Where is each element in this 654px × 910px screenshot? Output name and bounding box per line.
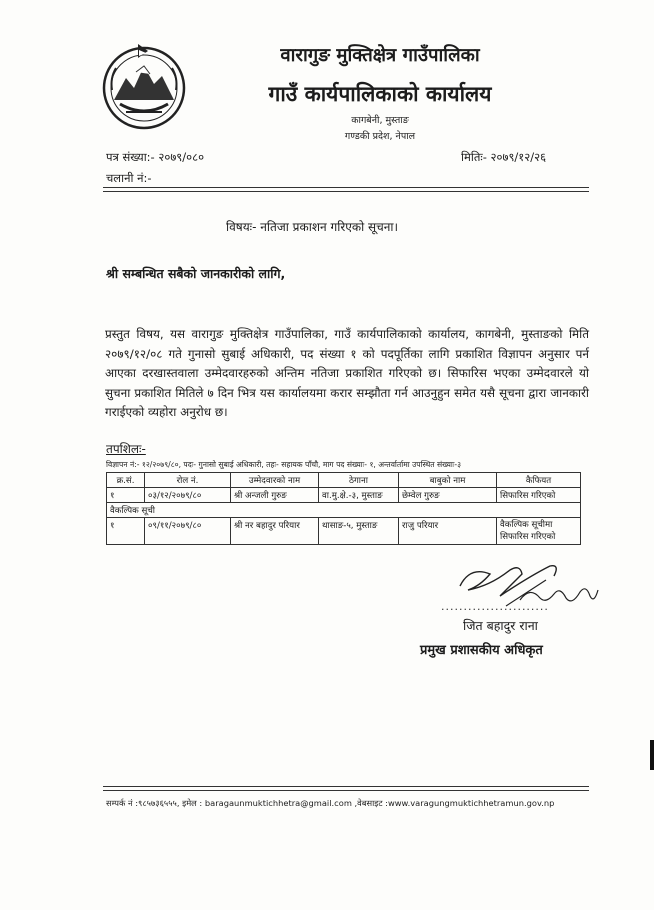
address-line-1: कागबेनी, मुस्ताङ [351, 115, 409, 126]
footer-contact: सम्पर्क नं :९८५७३६५५५, इमेल : baragaunmuktichhetra@gmail.com ,वेबसाइट :www.varagungmuktichhetramun.gov.np [106, 798, 555, 808]
table-cell: १ [107, 518, 145, 545]
table-cell: १ [107, 488, 145, 503]
alternate-list-row [107, 503, 581, 518]
nepal-emblem-icon [96, 38, 192, 134]
table-row [107, 488, 581, 503]
table-cell: वैकल्पिक सूचीमा सिफारिस गरिएको [497, 518, 581, 545]
header-divider [103, 187, 589, 188]
table-cell: ०३/१२/२०७९/८० [145, 488, 231, 503]
header-divider-2 [103, 191, 589, 192]
results-table [106, 472, 581, 545]
reference-number: पत्र संख्या:- २०७९/०८० [106, 150, 205, 164]
signature-line: ........................ [441, 600, 549, 613]
header-cell: क्र.सं. [107, 473, 145, 488]
dispatch-number: चलानी नं:- [106, 171, 152, 185]
letter-date: मितिः- २०७९/१२/२६ [461, 150, 547, 164]
table-cell: श्री नर बहादुर परियार [231, 518, 319, 545]
subject-line: विषयः- नतिजा प्रकाशन गरिएको सूचना। [226, 220, 399, 234]
header-cell: उम्मेदवारको नाम [231, 473, 319, 488]
table-cell: राजु परियार [399, 518, 497, 545]
table-cell: ०९/११/२०७९/८० [145, 518, 231, 545]
header-cell: बाबुको नाम [399, 473, 497, 488]
signer-name: जित बहादुर राना [463, 618, 538, 633]
scan-edge-mark [650, 740, 654, 770]
office-name: गाउँ कार्यपालिकाको कार्यालय [268, 82, 492, 106]
header-cell: ठेगाना [319, 473, 399, 488]
table-cell: सिफारिस गरिएको [497, 488, 581, 503]
alternate-list-label: वैकल्पिक सूची [107, 503, 581, 518]
footer-divider [103, 786, 589, 787]
footer-divider-2 [103, 790, 589, 791]
signer-title: प्रमुख प्रशासकीय अधिकृत [420, 643, 543, 658]
salutation: श्री सम्बन्धित सबैको जानकारीको लागि, [106, 266, 286, 281]
table-row [107, 518, 581, 545]
table-cell: वा.मु.क्षे.-३, मुस्ताङ [319, 488, 399, 503]
table-cell: छेम्वेल गुरुङ [399, 488, 497, 503]
table-cell: श्री अन्जली गुरुङ [231, 488, 319, 503]
details-heading: तपशिलः- [106, 442, 146, 456]
body-paragraph: प्रस्तुत विषय, यस वारागुङ मुक्तिक्षेत्र गाउँपालिका, गाउँ कार्यपालिकाको कार्यालय, कागबेनी, मुस्ताङको मिति २०७९/१२/०८ गते गुनासो सुबाई अधिकारी, पद संख्या १ को पदपूर्तिका लागि प्रकाशित विज्ञापन अनुसार पर्न आएका दरखास्तवाला उम्मेदवारहरुको अन्तिम नतिजा प्रकाशित गरिएको छ। सिफारिस भएका उम्मेदवारले यो सुचना प्रकाशित मितिले ७ दिन भित्र यस कार्यालयमा करार सम्झौता गर्न आउनुहुन समेत यसै सूचना द्वारा जानकारी गराईएको व्यहोरा अनुरोध छ। [105, 327, 589, 419]
address-line-2: गण्डकी प्रदेश, नेपाल [344, 131, 416, 142]
header-cell: रोल नं. [145, 473, 231, 488]
table-cell: थासाङ-५, मुस्ताङ [319, 518, 399, 545]
table-header-row [107, 473, 581, 488]
advertisement-details: विज्ञापन नं:- १२/२०७९/८०, पदः- गुनासो सुबाई अधिकारी, तहः- सहायक पाँचौ, माग पद संख्याः- १, अन्तर्वार्तामा उपस्थित संख्याः-३ [106, 460, 462, 469]
municipality-name: वारागुङ मुक्तिक्षेत्र गाउँपालिका [280, 45, 480, 66]
header-cell: कैफियत [497, 473, 581, 488]
